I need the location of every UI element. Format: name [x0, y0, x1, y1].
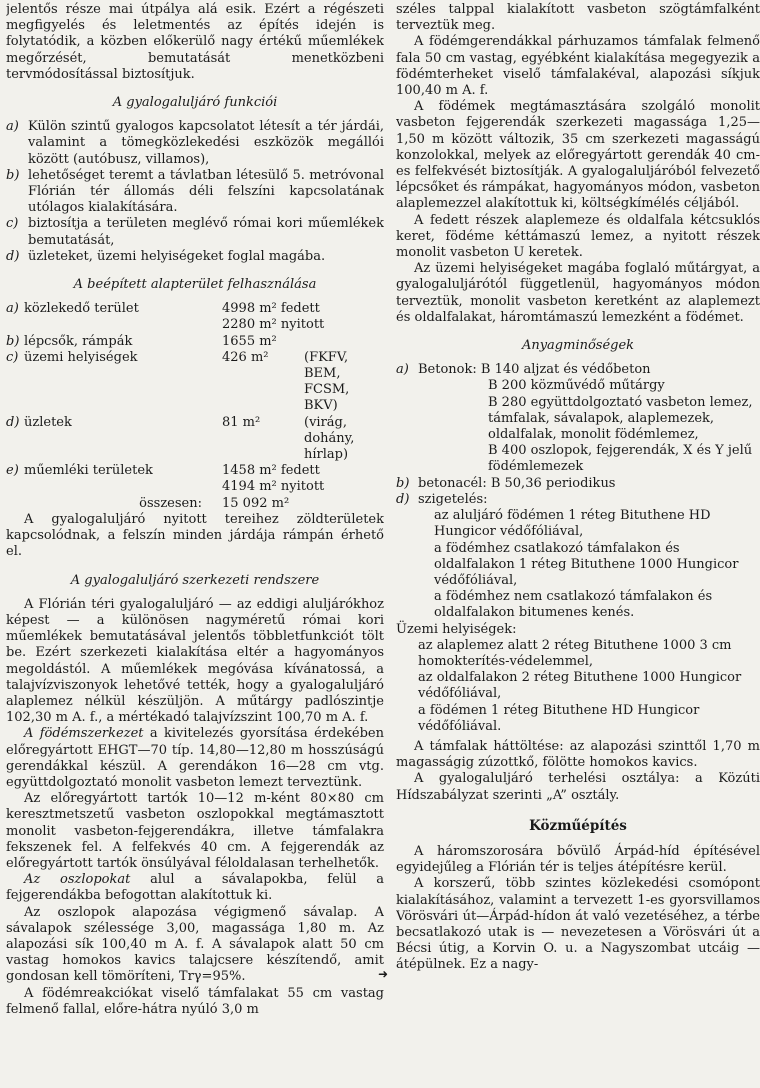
- isolation-line: a födémhez csatlakozó támfalakon és oldalfalakon 1 réteg Bituthene 1000 Hungicor védőfóliával,: [434, 540, 739, 588]
- list-item: c) biztosítja a területen meglévő római kori műemlékek bemutatását,: [6, 216, 384, 248]
- functions-list: [6, 119, 384, 265]
- list-item: b) lehetőséget teremt a távlatban létesülő 5. metróvonal Flórián tér állomás déli felszíni kapcsolatának utólagos kialakítására.: [6, 167, 384, 216]
- body-paragraph: A gyalogaluljáró terhelési osztálya: a Közúti Hídszabályzat szerinti „A” osztály.: [396, 771, 760, 803]
- body-paragraph: A födémek megtámasztására szolgáló monolit vasbeton fejgerendák szerkezeti magassága 1,25—1,50 m között változik, 35 cm szerkezeti magasságú konzolokkal, melyek az előregyártott gerendák 40 cm-es felfekvését biztosítják. A gyalogaluljáróból felvezető lépcsőket és rámpákat, hagyományos módon, vasbeton alaplemezzel alakítottuk ki, költségkímélés céljából.: [396, 99, 760, 212]
- body-paragraph: A fedett részek alaplemeze és oldalfala kétcsuklós keret, födéme kéttámaszú lemez, a nyitott részek monolit vasbeton U keretek.: [396, 212, 760, 261]
- utilities-heading: Közműépítés: [529, 817, 627, 834]
- body-paragraph: A korszerű, több szintes közlekedési csomópont kialakításához, valamint a tervezett 1-es gyorsvillamos Vörösvári út—Árpád-hídon át való vezetéséhez, a térbe becsatlakozó utak is — nevezetesen a Vörösvári út a Bécsi útig, a Korvin O. u. a Nagyszombat utcáig — átépülnek. Ez a nagy-: [396, 876, 760, 973]
- table-row: d) üzletek 81 m² (virág, dohány, hírlap): [6, 414, 355, 463]
- materials-line: B 200 közművédő műtárgy: [488, 378, 665, 394]
- area-heading: A beépített alapterület felhasználása: [73, 277, 317, 293]
- structure-paragraph: Az oszlopokat alul a sávalapokba, felül a fejgerendákba befogottan alakítottuk ki.: [6, 872, 384, 904]
- right-column: [396, 2, 760, 1088]
- table-row: összesen: 15 092 m²: [139, 495, 290, 511]
- utility-line: az alaplemez alatt 2 réteg Bituthene 1000 3 cm homokterítés-védelemmel,: [418, 637, 732, 669]
- table-row: 2280 m² nyitott: [222, 317, 325, 333]
- body-paragraph: A háromszorosára bővülő Árpád-híd építésével egyidejűleg a Flórián tér is teljes átépítésre kerül.: [396, 843, 760, 876]
- body-paragraph: Az üzemi helyiségeket magába foglaló műtárgyat, a gyalogaluljárótól függetlenül, hagyományos módon terveztük, monolit vasbeton keretként az alaplemezt és oldalfalakat, háromtámaszú lemezként a födémet.: [396, 261, 760, 325]
- body-paragraph: széles talppal kialakított vasbeton szögtámfalként terveztük meg.: [396, 2, 760, 34]
- structure-paragraph: Az oszlopok alapozása végigmenő sávalap. A sávalapok szélessége 3,00, magassága 1,80 m. Az alapozási sík 100,40 m A. f. A sávalapok alatt 50 cm vastag homokos kavics talajcsere készítendő, amit gondosan kell tömöríteni, Trγ=95%.: [6, 904, 384, 985]
- isolation-line: az aluljáró födémen 1 réteg Bituthene HD Hungicor védőfóliával,: [434, 508, 711, 540]
- list-item: d) üzleteket, üzemi helyiségeket foglal magába.: [6, 248, 326, 264]
- materials-line: B 400 oszlopok, fejgerendák, X és Y jelű födémlemezek: [488, 443, 753, 475]
- area-paragraph: A gyalogaluljáró nyitott tereihez zöldterületek kapcsolódnak, a felszín minden járdája rámpán érhető el.: [6, 511, 384, 560]
- utility-line: a födémen 1 réteg Bituthene HD Hungicor védőfóliával.: [418, 702, 700, 734]
- isolation-line: a födémhez nem csatlakozó támfalakon és oldalfalakon bitumenes kenés.: [434, 589, 713, 621]
- margin-arrow-icon: ➜: [378, 967, 389, 981]
- materials-item: a) Betonok: B 140 aljzat és védőbeton: [396, 362, 651, 378]
- area-table: [6, 301, 384, 512]
- structure-paragraph: A Flórián téri gyalogaluljáró — az eddigi aluljárókhoz képest — a különösen nagyméretű római kori műemlékek bemutatásával jelentős többletfunkciót tölt be. Ezért szerkezeti kialakítása eltér a hagyományos megoldástól. A műemlékek megóvása kívánatossá, a talajvízviszonyok lehetővé tették, hogy a gyalogaluljáró alaplemez nélkül készüljön. A műtárgy padlószintje 102,30 m A. f., a mértékadó talajvízszint 100,70 m A. f.: [6, 596, 384, 726]
- materials-line: B 280 együttdolgoztató vasbeton lemez, támfalak, sávalapok, alaplemezek, oldalfalak, monolit födémlemez,: [488, 394, 753, 443]
- list-item: a) Külön szintű gyalogos kapcsolatot létesít a tér járdái, valamint a tömegközlekedési eszközök megállói között (autóbusz, villamos),: [6, 119, 384, 167]
- table-row: c) üzemi helyiségek 426 m² (FKFV, BEM, FCSM, BKV): [6, 349, 350, 414]
- table-row: b) lépcsők, rámpák 1655 m²: [6, 333, 277, 349]
- materials-heading: Anyagminőségek: [521, 338, 635, 354]
- structure-paragraph: A födémszerkezet a kivitelezés gyorsítása érdekében előregyártott EHGT—70 típ. 14,80—12,80 m hosszúságú gerendákkal készül. A gerendákon 16—28 cm vtg. együttdolgoztató monolit vasbeton lemezt terveztünk.: [6, 726, 384, 790]
- materials-item: d) szigetelés:: [396, 491, 488, 507]
- materials-item: b) betonacél: B 50,36 periodikus: [396, 475, 616, 491]
- utility-heading: Üzemi helyiségek:: [396, 621, 517, 637]
- structure-paragraph: Az előregyártott tartók 10—12 m-ként 80×80 cm keresztmetszetű vasbeton oszlopokkal megtámasztott monolit vasbeton-fejgerendákra, illetve támfalakra fekszenek fel. A felfekvés 40 cm. A fejgerendák az előregyártott tartók önsúlyával féloldalasan terhelhetők.: [6, 791, 384, 871]
- table-row: e) műemléki területek 1458 m² fedett: [6, 463, 320, 479]
- body-paragraph: A támfalak háttöltése: az alapozási szinttől 1,70 m magasságig zúzottkő, fölötte homokos kavics.: [396, 738, 760, 771]
- utility-line: az oldalfalakon 2 réteg Bituthene 1000 Hungicor védőfóliával,: [418, 670, 742, 702]
- left-column: [6, 2, 384, 1088]
- structure-heading: A gyalogaluljáró szerkezeti rendszere: [70, 572, 320, 588]
- functions-heading: A gyalogaluljáró funkciói: [112, 95, 278, 111]
- structure-paragraph: A födémreakciókat viselő támfalakat 55 cm vastag felmenő fallal, előre-hátra nyúló 3,0 m: [6, 985, 384, 1017]
- table-row: 4194 m² nyitott: [222, 479, 325, 495]
- table-row: a) közlekedő terület 4998 m² fedett: [6, 301, 320, 317]
- intro-paragraph: jelentős része mai útpálya alá esik. Ezért a régészeti megfigyelés és leletmentés az építés idején is folytatódik, a közben előkerülő nagy értékű műemlékek megőrzését, bemutatását menetközbeni tervmódosítással biztosítjuk.: [6, 2, 384, 82]
- body-paragraph: A födémgerendákkal párhuzamos támfalak felmenő fala 50 cm vastag, egyébként kialakítása megegyezik a födémterheket viselő támfalakéval, alapozási síkjuk 100,40 m A. f.: [396, 34, 760, 99]
